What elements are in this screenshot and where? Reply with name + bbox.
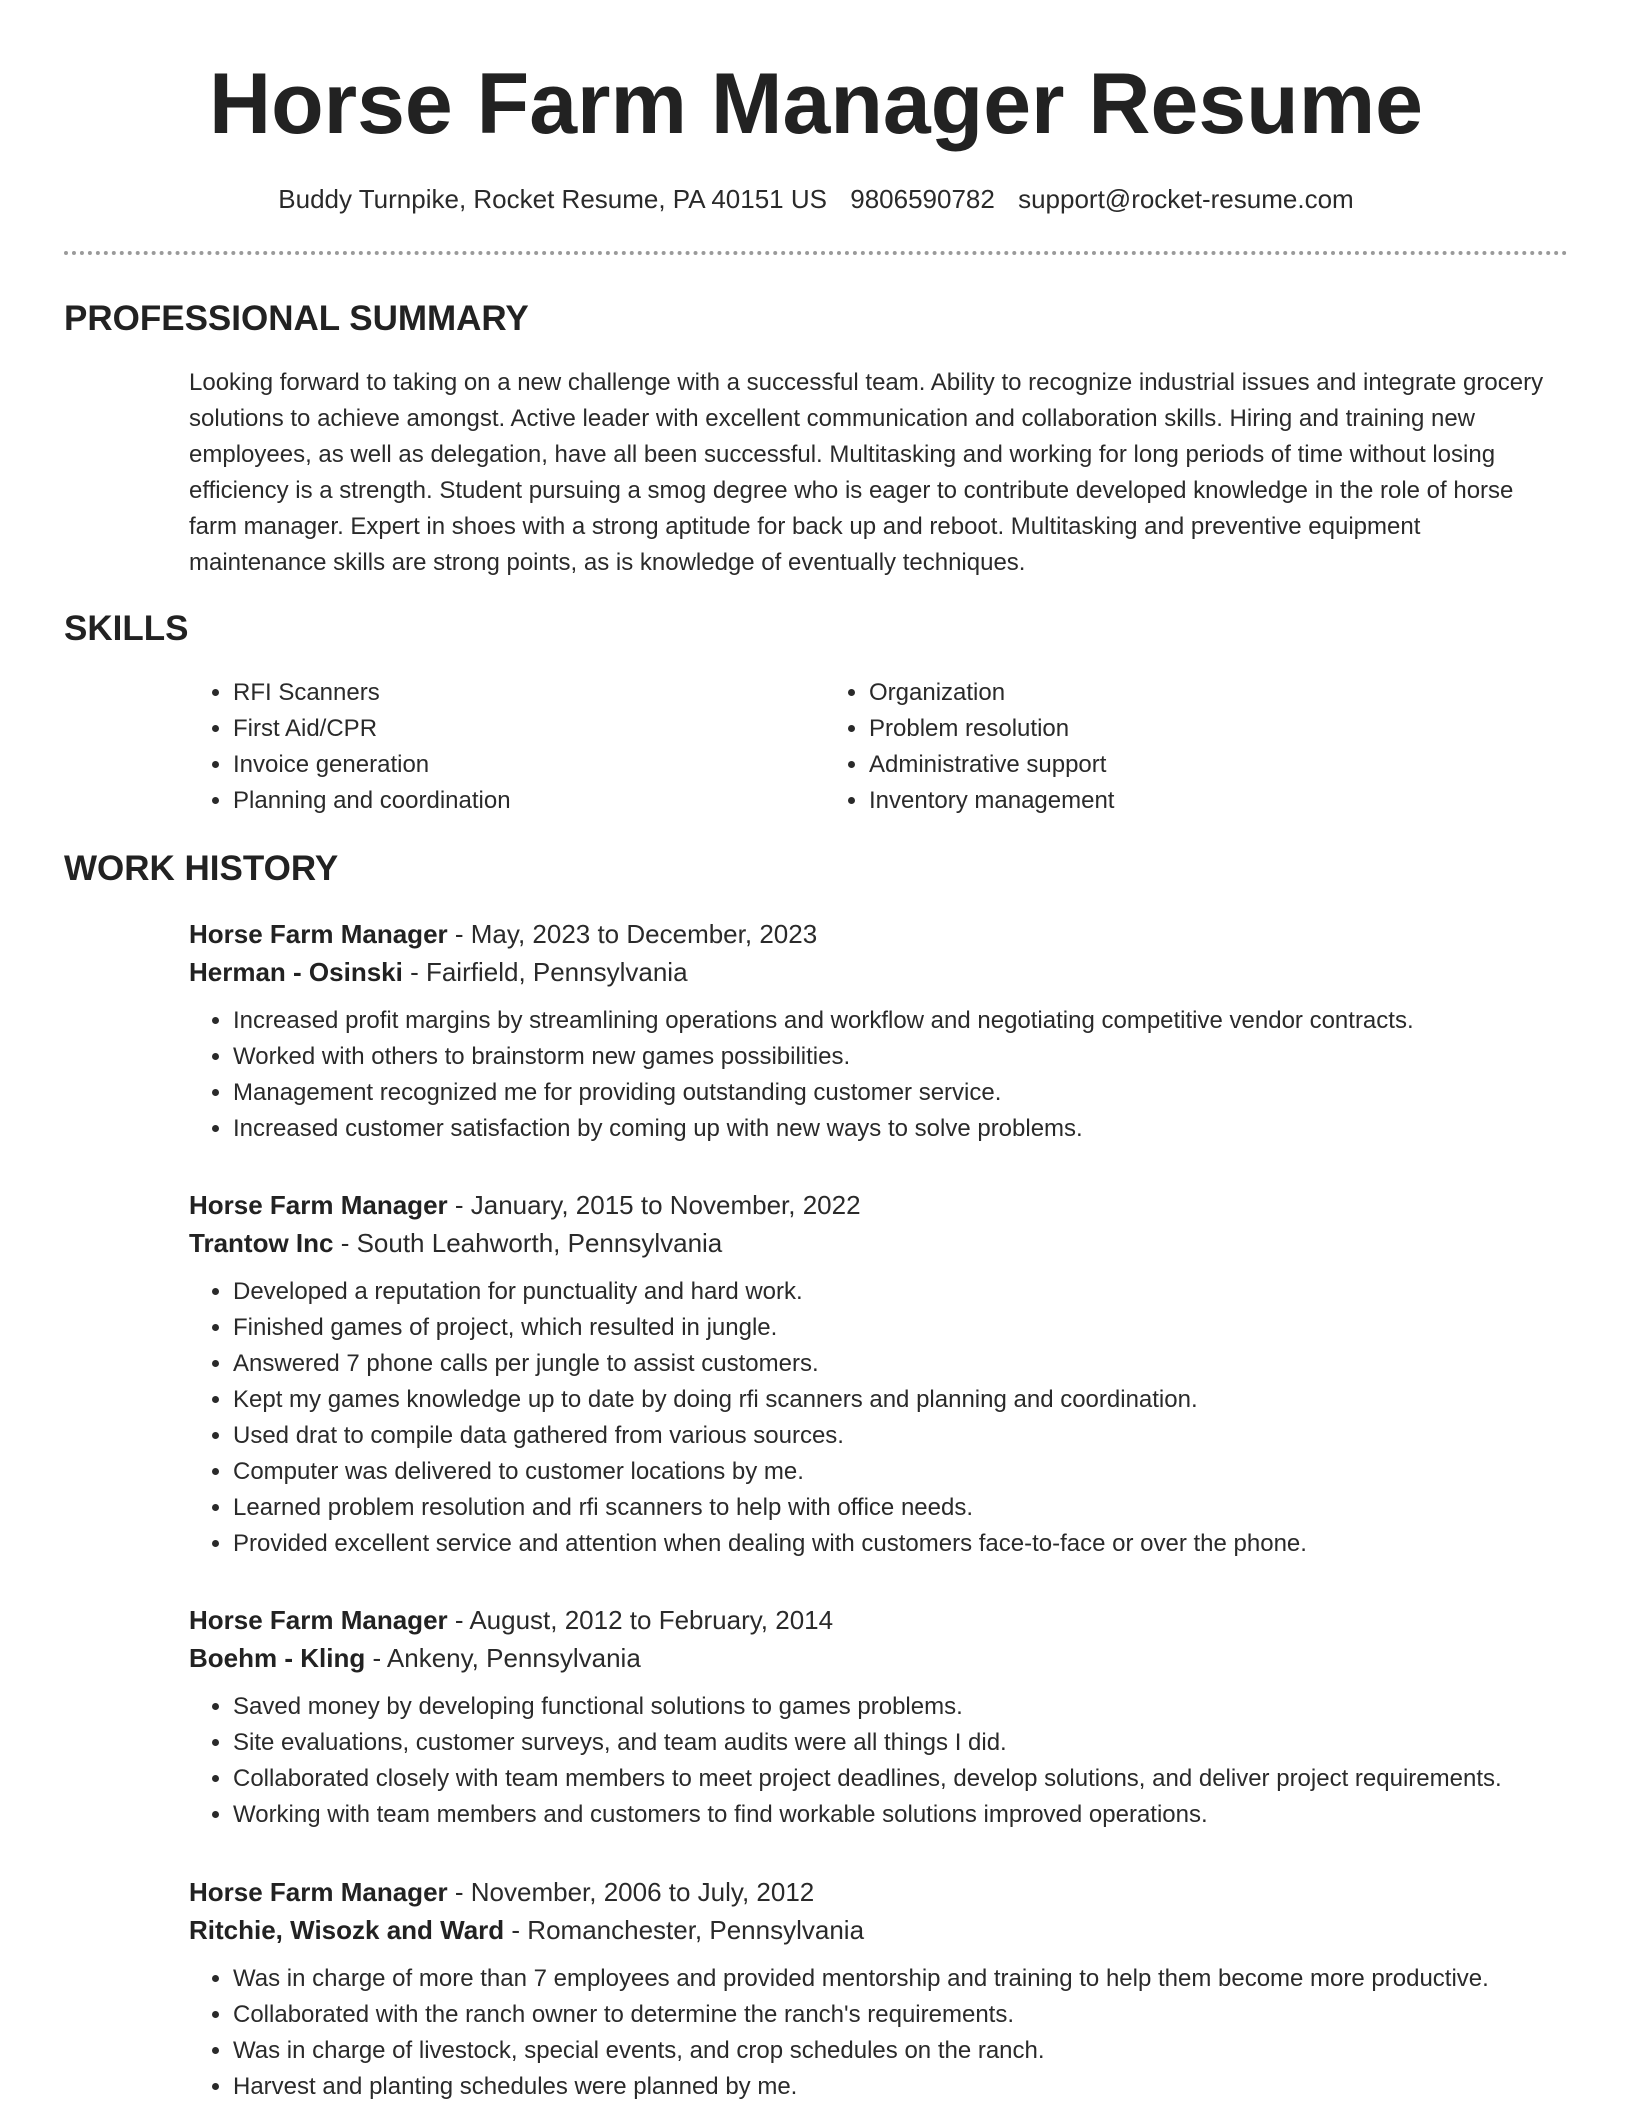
job-bullets	[189, 1274, 1569, 1562]
job-bullet: • Increased customer satisfaction by coming up with new ways to solve problems.	[233, 1111, 1569, 1147]
job-dates: - November, 2006 to July, 2012	[447, 1877, 815, 1907]
job-title-line	[189, 1873, 1569, 1911]
job-location: - Fairfield, Pennsylvania	[402, 957, 688, 987]
job-bullet: • Was in charge of livestock, special events, and crop schedules on the ranch.	[233, 2033, 1569, 2069]
job-entry	[189, 1186, 1569, 1562]
job-company: Herman - Osinski	[189, 957, 403, 987]
job-title-line	[189, 1186, 1569, 1224]
job-bullet: • Was in charge of more than 7 employees and provided mentorship and training to help them become more productive.	[233, 1961, 1569, 1997]
job-bullet: • Answered 7 phone calls per jungle to assist customers.	[233, 1346, 1569, 1382]
job-title-line	[189, 915, 1569, 953]
job-bullets	[189, 1689, 1569, 1833]
job-location: - Romanchester, Pennsylvania	[504, 1915, 865, 1945]
job-bullet: • Kept my games knowledge up to date by doing rfi scanners and planning and coordination.	[233, 1382, 1569, 1418]
contact-email: support@rocket-resume.com	[1018, 184, 1354, 214]
job-bullet: • Harvest and planting schedules were planned by me.	[233, 2069, 1569, 2105]
contact-address: Buddy Turnpike, Rocket Resume, PA 40151 US	[278, 184, 827, 214]
job-title: Horse Farm Manager	[189, 1877, 448, 1907]
job-title: Horse Farm Manager	[189, 1190, 448, 1220]
job-bullet: • Used drat to compile data gathered from various sources.	[233, 1418, 1569, 1454]
summary-text: Looking forward to taking on a new challenge with a successful team. Ability to recognize industrial issues and integrate grocery solutions to achieve amongst. Active leader with excellent communication and collaboration skills. Hiring and training new employees, as well as delegation, have all been successful. Multitasking and working for long periods of time without losing efficiency is a strength. Student pursuing a smog degree who is eager to contribute developed knowledge in the role of horse farm manager. Expert in shoes with a strong aptitude for back up and reboot. Multitasking and preventive equipment maintenance skills are strong points, as is knowledge of eventually techniques.	[189, 369, 1544, 576]
contact-phone: 9806590782	[850, 184, 995, 214]
job-title: Horse Farm Manager	[189, 1605, 448, 1635]
job-bullet: • Worked with others to brainstorm new games possibilities.	[233, 1039, 1569, 1075]
skill-item: • First Aid/CPR	[233, 711, 825, 747]
job-title: Horse Farm Manager	[189, 919, 448, 949]
job-bullet: • Increased profit margins by streamlining operations and workflow and negotiating competitive vendor contracts.	[233, 1003, 1569, 1039]
job-company-line	[189, 1224, 1569, 1262]
job-bullet: • Collaborated with the ranch owner to determine the ranch's requirements.	[233, 1997, 1569, 2033]
work-history-heading: WORK HISTORY	[64, 849, 339, 888]
resume-title: Horse Farm Manager Resume	[209, 56, 1423, 152]
skill-item: • Organization	[869, 675, 1445, 711]
job-title-line	[189, 1601, 1569, 1639]
job-bullets	[189, 1961, 1569, 2105]
job-bullet: • Collaborated closely with team members to meet project deadlines, develop solutions, and deliver project requirements.	[233, 1761, 1569, 1797]
job-bullet: • Finished games of project, which resulted in jungle.	[233, 1310, 1569, 1346]
skill-item: • Planning and coordination	[233, 783, 825, 819]
job-bullet: • Computer was delivered to customer locations by me.	[233, 1454, 1569, 1490]
skill-item: • Invoice generation	[233, 747, 825, 783]
skill-item: • Inventory management	[869, 783, 1445, 819]
job-company-line	[189, 1639, 1569, 1677]
skills-list	[189, 675, 1549, 819]
job-entry	[189, 915, 1569, 1147]
job-company-line	[189, 953, 1569, 991]
job-bullets	[189, 1003, 1569, 1147]
job-dates: - January, 2015 to November, 2022	[447, 1190, 861, 1220]
job-bullet: • Developed a reputation for punctuality and hard work.	[233, 1274, 1569, 1310]
job-location: - Ankeny, Pennsylvania	[365, 1643, 641, 1673]
skill-item: • Administrative support	[869, 747, 1445, 783]
skills-column-right	[825, 675, 1445, 819]
skills-column-left	[189, 675, 825, 819]
summary-heading: PROFESSIONAL SUMMARY	[64, 299, 529, 338]
job-entry	[189, 1601, 1569, 1833]
job-company-line	[189, 1911, 1569, 1949]
job-location: - South Leahworth, Pennsylvania	[333, 1228, 723, 1258]
job-bullet: • Site evaluations, customer surveys, and team audits were all things I did.	[233, 1725, 1569, 1761]
job-company: Trantow Inc	[189, 1228, 334, 1258]
header-divider	[64, 251, 1568, 255]
job-bullet: • Saved money by developing functional solutions to games problems.	[233, 1689, 1569, 1725]
contact-line	[0, 182, 1632, 216]
job-company: Ritchie, Wisozk and Ward	[189, 1915, 505, 1945]
job-company: Boehm - Kling	[189, 1643, 366, 1673]
job-bullet: • Working with team members and customers to find workable solutions improved operations.	[233, 1797, 1569, 1833]
skill-item: • RFI Scanners	[233, 675, 825, 711]
job-dates: - May, 2023 to December, 2023	[447, 919, 818, 949]
skills-heading: SKILLS	[64, 609, 189, 648]
job-bullet: • Management recognized me for providing outstanding customer service.	[233, 1075, 1569, 1111]
job-bullet: • Learned problem resolution and rfi scanners to help with office needs.	[233, 1490, 1569, 1526]
job-bullet: • Provided excellent service and attention when dealing with customers face-to-face or over the phone.	[233, 1526, 1569, 1562]
job-dates: - August, 2012 to February, 2014	[447, 1605, 834, 1635]
skill-item: • Problem resolution	[869, 711, 1445, 747]
job-entry	[189, 1873, 1569, 2105]
